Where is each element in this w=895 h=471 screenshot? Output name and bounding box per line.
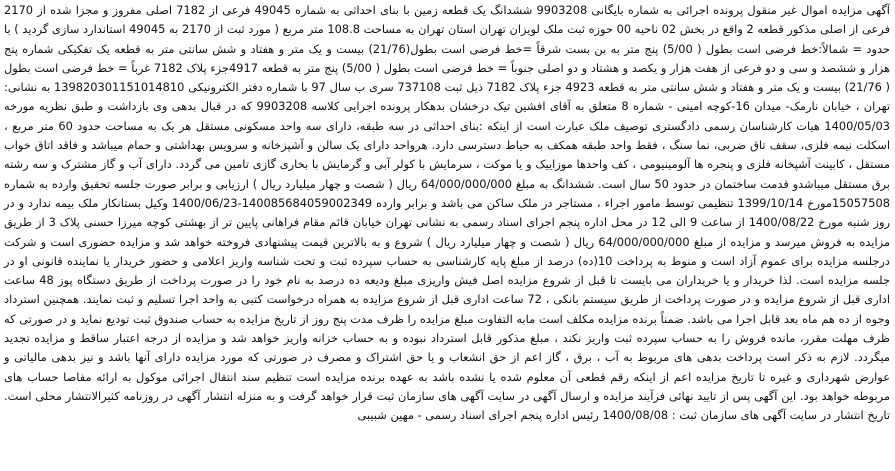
auction-notice (2, 1, 892, 469)
notice-body-text: آگهی مزایده اموال غیر منقول پرونده اجرائی به شماره بایگانی 9903208 ششدانگ یک قطعه زمین با بنای احداثی به شماره 49045 فرعی از 7182 اصلی مفروز و مجزا شده از 2170 فرعی از اصلی مذکور قطعه 2 واقع در بخش 02 ناحیه 00 حوزه ثبت ملک لویزان تهران استان تهران به مساحت 108.8 متر مربع ( مورد ثبت از 2170 به 49045 استاندارد سازی گردید ) با حدود = شمالاً:خط فرضی است بطول ( 5/00) پنج متر به بن بست شرقاً =خط فرضی است بطول(21/76) بیست و یک متر و هفتاد و شش سانتی متر به قطعه یک تفکیکی شماره پنج هزار و ششصد و سی و دو فرعی از هفت هزار و یکصد و هشتاد و دو اصلی جنوباً = خط فرضی است بطول ( 5/00) پنج متر به قطعه 4917جزء پلاک 7182 غرباً = خط فرضی است بطول ( 21/76) بیست و یک متر و هفتاد و شش سانتی متر به قطعه 4923 جزء پلاک 7182 ذیل ثبت 737108 سری ب سال 97 با شماره دفتر الکترونیکی 139820301151014810 به نشانی: تهران ، خیابان نارمک- میدان 16-کوچه امینی - شماره 8 متعلق به آقای افشین تیک درخشان بدهکار پرونده اجرایی کلاسه 9903208 که در قبال بدهی وی بازداشت و طبق نظریه مورخه 1400/05/03 هیات کارشناسان رسمی دادگستری توصیف ملک عبارت است از اینکه :بنای احداثی در سه طبقه، دارای سه واحد مسکونی مستقل هر یک به مساحت حدود 60 متر مربع ، اسکلت نیمه فلزی، سقف تاق ضربی، نما سنگ ، فقط واحد طبقه همکف به حیاط دسترسی دارد. هرواحد دارای یک سالن و آشپزخانه و سرویس بهداشتی و حمام میباشد و فاقد اتاق خواب مستقل ، کابینت آشپخانه فلزی و پنجره ها آلومینیومی ، کف واحدها موزاییک و یا موکت ، سرمایش با کولر آبی و گرمایش با بخاری گازی تامین می گردد. دارای آب و گاز مشترک و سه رشته برق مستقل میباشدو قدمت ساختمان در حدود 50 سال است. ششدانگ به مبلغ 64/000/000/000 ریال ( شصت و چهار میلیارد ریال ) ارزیابی و برابر صورت جلسه تحقیق وارده به شماره 15057508مورخ 1399/10/14 تنظیمی توسط مامور اجراء ، مستاجر در ملک ساکن می باشد و برابر وارده 140085684059002349-1400/06/23 وکیل بستانکار ملک بیمه ندارد و در روز شنبه مورخ 1400/08/22 از ساعت 9 الی 12 در محل اداره پنجم اجرای اسناد رسمی به نشانی تهران خیابان قائم مقام فراهانی پایین تر از بهشتی کوچه میرزا حسنی پلاک 3 از طریق مزایده به فروش میرسد و مزایده از مبلغ 64/000/000/000 ریال ( شصت و چهار میلیارد ریال ) شروع و به بالاترین قیمت پیشنهادی فروخته خواهد شد و مزایده حضوری است و شرکت درجلسه مزایده برای عموم آزاد است و منوط به پرداخت 10(ده) درصد از مبلغ پایه کارشناسی به حساب سپرده ثبت و تحت شناسه واریز اعلامی و حضور خریدار یا نماینده قانونی او در جلسه مزایده است. لذا خریدار و یا خریداران می بایست تا قبل از شروع مزایده اصل فیش واریزی مبلغ ودیعه ده درصد به نام خود را در صورت پرداخت از طریق دستگاه پوز 48 ساعت اداری قبل از شروع مزایده و در صورت پرداخت از طریق سیستم بانکی ، 72 ساعت اداری قبل از شروع مزایده به همراه درخواست کتبی به واحد اجرا تسلیم و ثبت نمایند. همچنین استرداد وجوه از ده هم ماه بعد قابل اجرا می باشد. ضمناً برنده مزایده مکلف است مابه التفاوت مبلغ مزایده را ظرف مدت پنج روز از تاریخ مزایده به حساب صندوق ثبت تودیع نماید و در صورتی که ظرف مهلت مقرر، مانده فروش را به حساب سپرده ثبت واریز نکند ، مبلغ مذکور قابل استرداد نبوده و به حساب خزانه واریز خواهد شد و مزایده از درجه اعتبار ساقط و مزایده تجدید میگردد. لازم به ذکر است پرداخت بدهی های مربوط به آب ، برق ، گاز اعم از حق انشعاب و یا حق اشتراک و مصرف در صورتی که مورد مزایده دارای آنها باشد و نیز بدهی مالیاتی و عوارض شهرداری و غیره تا تاریخ مزایده اعم از اینکه رقم قطعی آن معلوم شده یا نشده باشد به عهده برنده مزایده است تنظیم سند انتقال اجرائی موکول به ارائه مفاصا حساب های مربوطه خواهد بود. این آگهی پس از تایید نهائی فرآیند مزایده و ارسال آگهی در سایت آگهی های سازمان ثبت قرار خواهد گرفت و به منزله انتشار آگهی در روزنامه کثیرالانتشار محلی است. تاریخ انتشار در سایت آگهی های سازمان ثبت : 1400/08/08 رئیس اداره پنجم اجرای اسناد رسمی - مهین شبیبی (4, 3, 891, 423)
